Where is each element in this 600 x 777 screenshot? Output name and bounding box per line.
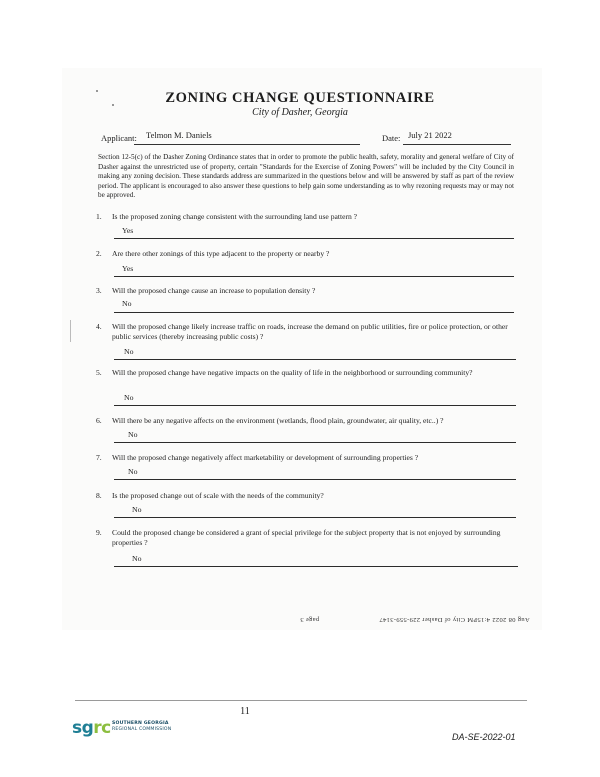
question-number: 7.: [96, 453, 102, 462]
question-text: Is the proposed zoning change consistent with the surrounding land use pattern ?: [112, 212, 358, 221]
question-text: Is the proposed change out of scale with the needs of the community?: [112, 491, 324, 500]
date-label: Date:: [382, 133, 401, 143]
question-text: Will the proposed change cause an increase to population density ?: [112, 286, 316, 295]
applicant-label: Applicant:: [101, 133, 137, 143]
answer-line-7: [114, 479, 516, 480]
date-value: July 21 2022: [408, 130, 452, 140]
date-underline: [403, 144, 511, 145]
question-number: 9.: [96, 528, 102, 537]
sgrc-logo-mark: sgrc: [72, 718, 111, 738]
answer-8: No: [132, 505, 142, 514]
question-number: 5.: [96, 368, 102, 377]
answer-9: No: [132, 554, 142, 563]
question-number: 4.: [96, 322, 102, 331]
sgrc-logo: [72, 718, 192, 740]
question-number: 1.: [96, 212, 102, 221]
answer-line-4: [114, 359, 516, 360]
applicant-underline: [134, 144, 360, 145]
answer-line-2: [114, 276, 514, 277]
form-title: ZONING CHANGE QUESTIONNAIRE: [165, 90, 435, 106]
answer-3: No: [122, 299, 132, 308]
page-number: 11: [240, 706, 250, 717]
question-number: 2.: [96, 249, 102, 258]
fax-page-number: page 3: [300, 616, 320, 623]
answer-7: No: [128, 467, 138, 476]
answer-5: No: [124, 393, 134, 402]
question-number: 3.: [96, 286, 102, 295]
question-text: Are there other zonings of this type adjacent to the property or nearby ?: [112, 249, 330, 258]
sgrc-logo-line-2: REGIONAL COMMISSION: [112, 727, 172, 732]
answer-line-6: [114, 442, 516, 443]
question-text: Will the proposed change negatively affect marketability or development of surrounding properties ?: [112, 453, 419, 462]
question-number: 6.: [96, 416, 102, 425]
footer-rule: [75, 700, 527, 701]
applicant-value: Telmon M. Daniels: [146, 130, 212, 140]
intro-paragraph: Section 12-5(c) of the Dasher Zoning Ordinance states that in order to promote the public health, safety, morality and general welfare of City of Dasher against the unrestricted use of property, certain "Standards for the Exercise of Zoning Powers" will be included by the City Council in making any zoning decision. These standards address are summarized in the questions below and will be answered by staff as part of the review period. The applicant is encouraged to also answer these questions to help gain some understanding as to why rezoning requests may or may not be approved.: [98, 153, 514, 200]
question-text: Could the proposed change be considered a grant of special privilege for the subject property that is not enjoyed by surrounding properties ?: [112, 528, 501, 547]
question-number: 8.: [96, 491, 102, 500]
answer-6: No: [128, 430, 138, 439]
answer-line-3: [114, 312, 514, 313]
answer-1: Yes: [122, 226, 134, 235]
fax-header: [300, 616, 530, 623]
form-subtitle: City of Dasher, Georgia: [252, 107, 348, 118]
answer-2: Yes: [122, 264, 134, 273]
answer-line-1: [114, 238, 514, 239]
sgrc-logo-line-1: SOUTHERN GEORGIA: [112, 721, 169, 726]
fax-transmission-info: Aug 08 2022 4:15PM City of Dasher 229-559-3147: [379, 616, 530, 623]
question-text: Will the proposed change likely increase traffic on roads, increase the demand on public utilities, fire or police protection, or other public services (thereby increasing public costs) ?: [112, 322, 508, 341]
question-text: Will the proposed change have negative impacts on the quality of life in the neighborhood or surrounding community?: [112, 368, 473, 377]
question-text: Will there be any negative affects on the environment (wetlands, flood plain, groundwater, air quality, etc..) ?: [112, 416, 444, 425]
scan-edge-mark: [70, 320, 71, 342]
answer-line-8: [114, 517, 516, 518]
answer-4: No: [124, 347, 134, 356]
document-id: DA-SE-2022-01: [452, 732, 516, 742]
answer-line-9: [114, 566, 518, 567]
answer-line-5: [114, 405, 516, 406]
